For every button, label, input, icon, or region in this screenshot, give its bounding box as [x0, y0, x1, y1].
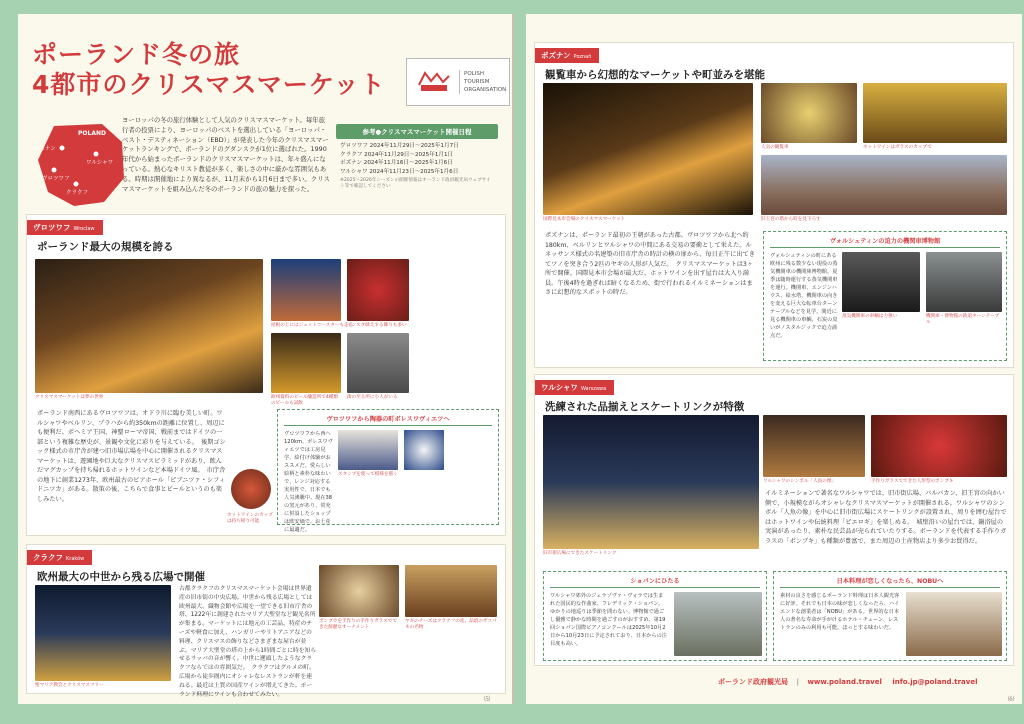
intro-text: ヨーロッパの冬の旅行体験として人気のクリスマスマーケット。毎年旅行者の投票により、ヨーロッパのベストを選出している「ヨーロッパ・ベスト・デスティネーション（EBD）」が発表した今年のクリスマスマーケットランキングで、ポーランドのグダンスクが1位に選ばれた。1990年代から始まったポーランドのクリスマスマーケットは、年々盛んになっている。熱心なキリスト教徒が多く、楽しさの中に厳かな雰囲気もある。時期は開催地により異なるが、11月末から1月6日まで多い。クリスマスマーケットを組み込んだ冬のポーランドの旅の魅力を探った。: [122, 116, 330, 193]
section-title: 洗練された品揃えとスケートリンクが特徴: [545, 401, 745, 413]
page-number: ⑹: [1008, 696, 1015, 703]
photo-beer: [271, 333, 341, 393]
inset-title: 日本料理が恋しくなったら、NOBUへ: [780, 572, 1000, 588]
photo-caption: 欧州資料のビール醸造所で4種類のビールも試飲: [271, 395, 338, 406]
photo-caption: ボンブカを手作りの手作りガラスでできた鮮麗なオーナメント: [319, 619, 397, 630]
logo-line: POLISH: [464, 71, 484, 77]
photo-dwarf: [347, 333, 409, 393]
photo-town-view: [761, 155, 1007, 215]
photo-caption: 手作りガラスでできた人形型のボンブキ: [871, 479, 954, 484]
title-line-2: 4都市のクリスマスマーケット: [32, 70, 386, 99]
photo-caption: 屋根の上にはジェットコースターも走る: [271, 323, 354, 328]
inset-text: ヴォルシュティンの町にある欧州に残る数少ない現役の蒸気機関車の機関庫博物館。夏季は随時運行する蒸気機関車を運行。機関車、エンジンハウス、給水塔、機関車の向きを変える巨大な転車台ターンテーブルなどを見学。間近に見る機関車の車輌、石炭の臭いがノスタルジックで迫力満点だ。: [770, 253, 838, 339]
wroclaw-body: ポーランド南西にあるヴロツワフは、オドラ川に臨む美しい町。ワルシャワやベルリン、プラハから約350kmの距離に位置し、周辺にも便利だ。ボヘミア王国、神聖ローマ帝国、戦前まではドイツの一部という複雑な歴史が、景観や文化に彩りを与えている。 後期ゴシック様式の市庁舎が建つ旧市場広場を中心に開催されるクリスマスマーケットは、遊園地や巨大なクリスマスピラミッドがあり、飲んだマグカップを持ち帰れるホットワインなど本場ドイツ風。 市庁舎の地下に創業1273年、欧州最古のビアホール「ピブニツァ・シフィドニツカ」がある。散策の後、こちらで食事とビールというのも楽しみたい。: [37, 410, 226, 503]
photo-turntable: [926, 252, 1002, 312]
wroclaw-section: [26, 214, 506, 536]
logo-line: ORGANISATION: [464, 87, 507, 93]
city-tag-poznan: ポズナン Poznań: [535, 48, 599, 63]
photo-bombki: [319, 565, 399, 617]
krakow-body: 古都クラクフのクリスマスマーケット会場は世界遺産の旧市街の中央広場。中世から残る広場としては欧州最大。織物会館や広場を一望できる旧市庁舎の塔、1222年に創建されたマリア大聖堂など観光名所が集まる。マーケットには地元の工芸品、特産のチーズや軽食に加え、ハンガリーやリトアニアなどの料理、クリスマスの飾りなどさまざまな屋台が並ぶ。マリア大聖堂の塔の上から1時間ごとに時を知らせるラッパの音が響く。中世に遡頭したようなクラクフならではの雰囲気だ。 クラクフはグルメの町。広場から徒歩圏内にオシャレなレストランが軒を連ねる。最近は上質の国産ワインが増えてきた。ポーランド料理にワインも合わせてみたい。: [179, 586, 317, 698]
footer-email[interactable]: info.jp@poland.travel: [892, 678, 978, 686]
photo-ferris-wheel: [761, 83, 857, 143]
poznan-section: [534, 42, 1014, 368]
photo-caption: 人気の観覧車: [761, 145, 789, 150]
photo-caption: ワルシャワのシンボル「人魚の像」: [763, 479, 837, 484]
schedule-note: ※2025〜2026年シーズンの開催情報はオーランド政府観光局ウェブサイト等で確認してください: [340, 178, 491, 189]
photo-caption: 聖マリア教会とクリスマスツリー: [35, 683, 104, 688]
photo-mermaid-statue: [763, 415, 865, 477]
schedule-box: [336, 124, 498, 204]
krakow-section: [26, 544, 506, 698]
map-country-label: POLAND: [78, 130, 106, 137]
inset-title: ヴロツワフから陶器の町ボレスワヴィエツへ: [284, 410, 492, 426]
inset-nobu: [773, 571, 1007, 661]
title-line-1: ポーランド冬の旅: [32, 40, 241, 69]
photo-caption: クリスマスマーケットは夢の世界: [35, 395, 104, 400]
section-title: ポーランド最大の規模を誇る: [37, 241, 174, 253]
photo-nobu-restaurant: [906, 592, 1002, 656]
photo-st-mary-tree: [35, 585, 171, 681]
photo-caption: 街の至る所に小人がいる: [347, 395, 398, 400]
logo-line: TOURISM: [464, 79, 490, 85]
photo-caption: 機関庫・博物館の鉄道ターンテーブル: [926, 314, 1000, 325]
photo-mug: [231, 469, 271, 509]
city-tag-warsaw: ワルシャワ Warszawa: [535, 380, 614, 395]
photo-skating-rink: [543, 415, 759, 549]
photo-caption: ホットワインのカップは持ち帰り可能: [227, 513, 273, 524]
poland-map: [32, 120, 128, 212]
photo-caption: 国際見本市会場のクリスマスマーケット: [543, 217, 626, 222]
photo-wroclaw-market: [35, 259, 263, 393]
footer: [718, 677, 977, 687]
photo-caption: 旧市街広場にできたスケートリンク: [543, 551, 617, 556]
photo-rooftop-coaster: [271, 259, 341, 321]
inset-text: ワルシャワ郊外のジェラゾヴァ・ヴォラでは生まれた国民的な作曲家、フレデリック・ショパン。ゆかりの地巡りは季節を問わない。博物館で過ごし優雅で静かな時間を過ごすのがおすすめ。第19回ショパン国際ピアノコンクールは2025年10月2日から10月23日に予定されており、日本からの注目度も高い。: [550, 593, 667, 647]
section-title: 観覧車から幻想的なマーケットや町並みを堪能: [545, 69, 765, 81]
right-page: [526, 14, 1022, 704]
photo-caption: インスタ映えする飾りも多い: [347, 323, 407, 328]
photo-caption: ヤギのチーズはクラクフの産。品頃のザコパネの名物: [405, 619, 497, 630]
section-title: 欧州最大の中世から残る広場で開催: [37, 571, 205, 583]
inset-boleslawiec: [277, 409, 499, 533]
city-tag-krakow: クラクフ Kraków: [27, 550, 92, 565]
warsaw-body: イルミネーションで著名なワルシャワでは、旧市街広場、バルバカン、旧王宮の向かい側で、小規模ながらオシャレなクリスマスマーケットが開催される。ワルシャワのシンボル「人魚の像」を中心に旧市街広場にスケートリンクが設置され、周りを囲む屋台ではホットワインや伝統料理「ピエロギ」を楽しめる。 城壁沿いの屋台では、鍋浴屋の実演があったり、素朴な民芸品が売られていたりする。ボーランドを代表する手作りガラスの「ボンブキ」も種類が豊富で、また周辺の土産物店より多少お買得だ。: [765, 490, 1007, 545]
photo-cheese: [405, 565, 497, 617]
photo-caption: スタンプを使って模様を描く: [338, 472, 398, 477]
photo-caption: 蒸気機関車の車輌は力強い: [842, 314, 898, 319]
inset-title: ショパンにひたる: [550, 572, 760, 588]
schedule-row: ヴロツワフ 2024年11月29日〜2025年1月7日: [340, 143, 459, 149]
photo-chopin-house: [674, 592, 762, 656]
footer-org: ポーランド政府観光局: [718, 678, 788, 686]
left-page: [18, 14, 514, 704]
photo-caption: ホットワインはガラスのカップで: [863, 145, 932, 150]
map-city-label: ワルシャワ: [86, 160, 114, 166]
inset-chopin: [543, 571, 767, 661]
photo-caption: 旧王宮の塔から町を見下ろす: [761, 217, 821, 222]
page-title: [32, 40, 386, 100]
footer-url[interactable]: www.poland.travel: [807, 678, 882, 686]
inset-wolsztyn: [763, 231, 1007, 361]
poznan-body: ポズナンは、ポーランド最初の王朝があった古都。ヴロツワフから北へ約180km、ベルリンとワルシャワの中間にある交易の要衝として栄えた。ルネッサンス様式の名建築の旧市庁舎の時計の横の扉から、毎日正午に出てきてツノを突き合う2匹のヤギの人形が人気だ。 クリスマスマーケットは3ヶ所で開催。国際見本市会場が最大だ。ホットワインを出す屋台は大入り満員。午後4時を過ぎれば暗くなるため、街で行われるイルミネーションはまさに幻想的なスポットの時だ。: [545, 232, 755, 296]
page-gutter: [512, 14, 514, 704]
inset-text: 素材の良さを感じるポーランド料理は日本人観光客に好評。それでも日本の味が恋しくなったら、ハイエンドな創業者は「NOBU」がある。世界的な日本人の著名な寿命が手がけるホテル・チェーン、レストランのみの利用も可能。ほっとする味わいだ。: [780, 593, 900, 631]
schedule-heading: 参考●クリスマスマーケット開催日程: [336, 124, 498, 139]
photo-hot-wine-glass: [863, 83, 1007, 143]
inset-title: ヴォルシュティンの迫力の機関車博物館: [770, 232, 1000, 248]
photo-pottery-figure: [404, 430, 444, 470]
map-city-label: クラクフ: [66, 190, 89, 196]
photo-steam-locomotive: [842, 252, 920, 312]
warsaw-section: [534, 374, 1014, 666]
page-number: ⑸: [484, 696, 491, 703]
photo-gospoda-market: [543, 83, 753, 215]
photo-decorations: [347, 259, 409, 321]
city-tag-wroclaw: ヴロツワフ Wroclaw: [27, 220, 103, 235]
polska-logo-icon: [417, 71, 451, 93]
logo-text: [459, 70, 506, 94]
map-city-label: ヴロツワフ: [42, 176, 70, 182]
photo-pottery: [338, 430, 398, 470]
map-city-label: ポズナン: [34, 146, 56, 152]
inset-text: ヴロツワフから西へ120km、ボレスワヴィエツでは工房見学、絵付け体験がおススメだ。愛らしい絵柄と素朴な味わいで、レンジ対応する実用性で、日本でも人気沸騰中。現在38の窯元があり、常充に併設したショップは欧安価で、お土産に最適だ。: [284, 431, 333, 533]
poland-tourism-logo: [406, 58, 510, 106]
footer-separator: |: [796, 678, 799, 686]
schedule-row: ワルシャワ 2024年11月23日〜2025年1月6日: [340, 168, 459, 175]
schedule-row: ポズナン 2024年11月16日〜2025年1月6日: [340, 160, 453, 166]
schedule-row: クラクフ 2024年11月29日〜2025年1月1日: [340, 151, 454, 158]
photo-bombki-ornaments: [871, 415, 1007, 477]
